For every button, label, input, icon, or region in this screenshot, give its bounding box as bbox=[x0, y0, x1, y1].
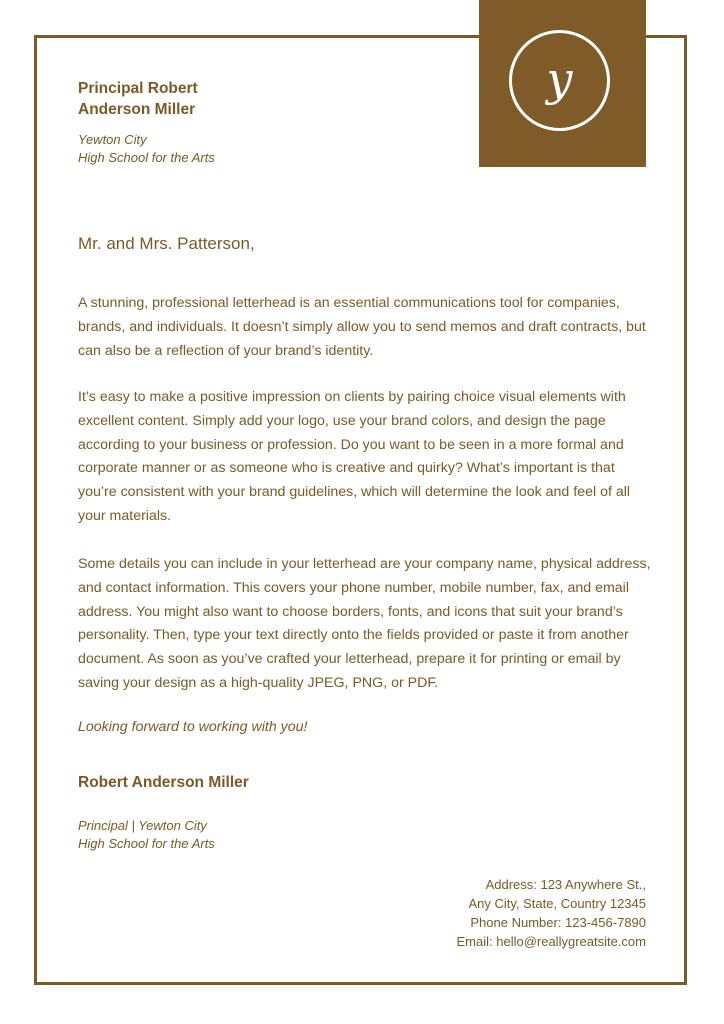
sender-organization bbox=[78, 131, 318, 167]
sender-org-line2: High School for the Arts bbox=[78, 150, 215, 165]
body-paragraph-1: A stunning, professional letterhead is an essential communications tool for companies, brands, and individuals. It doesn’t simply allow you to send memos and draft contracts, but can also be a reflection of your brand’s identity. bbox=[78, 295, 646, 359]
contact-email: Email: hello@reallygreatsite.com bbox=[456, 934, 646, 949]
signature-org-line2: High School for the Arts bbox=[78, 836, 215, 851]
sender-name-line2: Anderson Miller bbox=[78, 101, 196, 118]
logo-letter: y bbox=[546, 51, 573, 106]
sender-name bbox=[78, 78, 298, 120]
closing-line: Looking forward to working with you! bbox=[78, 719, 308, 735]
body-paragraph-2: It’s easy to make a positive impression on clients by pairing choice visual elements with excellent content. Simply add your logo, use your brand colors, and design the page according to your business or profession. Do you want to be seen in a more formal and corporate manner or as someone who is creative and quirky? What’s important is that you’re consistent with your brand guidelines, which will determine the look and feel of all your materials. bbox=[78, 389, 631, 524]
contact-address-line2: Any City, State, Country 12345 bbox=[468, 896, 646, 911]
signature-organization bbox=[78, 817, 318, 853]
signature-name: Robert Anderson Miller bbox=[78, 774, 249, 791]
salutation: Mr. and Mrs. Patterson, bbox=[78, 234, 255, 253]
sender-org-line1: Yewton City bbox=[78, 132, 147, 147]
logo-block bbox=[479, 0, 646, 167]
signature-org-line1: Principal | Yewton City bbox=[78, 818, 207, 833]
contact-phone: Phone Number: 123-456-7890 bbox=[470, 915, 646, 930]
sender-name-line1: Principal Robert bbox=[78, 80, 198, 97]
body-paragraph-3: Some details you can include in your letterhead are your company name, physical address, and contact information. This covers your phone number, mobile number, fax, and email address. You might also want to choose borders, fonts, and icons that suit your brand’s personality. Then, type your text directly onto the fields provided or paste it from another document. As soon as you’ve crafted your letterhead, prepare it for printing or email by saving your design as a high-quality JPEG, PNG, or PDF. bbox=[78, 556, 651, 691]
contact-block bbox=[346, 875, 646, 951]
contact-address-line1: Address: 123 Anywhere St., bbox=[485, 877, 646, 892]
logo-emblem bbox=[509, 30, 610, 131]
